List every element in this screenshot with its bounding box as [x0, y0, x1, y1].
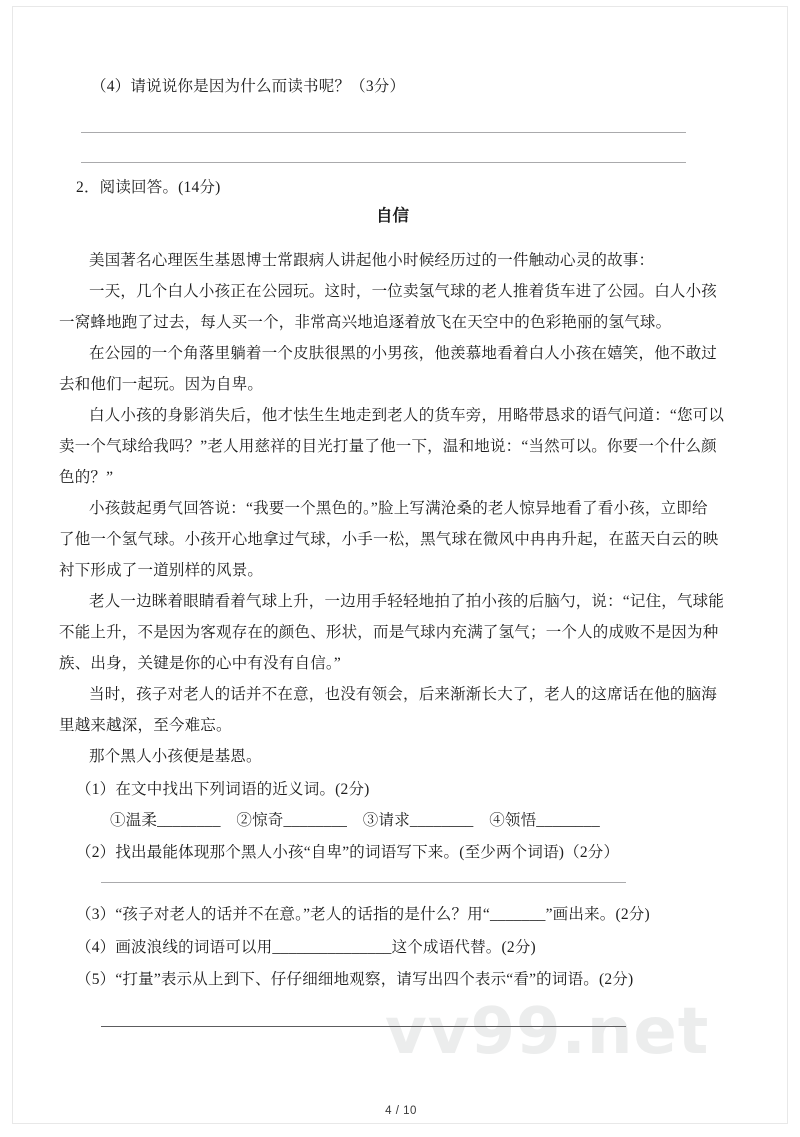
page-content — [13, 7, 787, 1123]
reading-title: 自信 — [376, 206, 409, 225]
passage-line: 去和他们一起玩。因为自卑。 — [59, 376, 264, 393]
passage-line: 美国著名心理医生基恩博士常跟病人讲起他小时候经历过的一件触动心灵的故事： — [89, 252, 655, 269]
passage-line: 一窝蜂地跑了过去，每人买一个，非常高兴地追逐着放飞在天空中的色彩艳丽的氢气球。 — [59, 314, 672, 331]
answer-rule — [81, 162, 686, 163]
passage-line: 小孩鼓起勇气回答说：“我要一个黑色的。”脸上写满沧桑的老人惊异地看了看小孩，立即给 — [89, 500, 708, 517]
passage-line: 那个黑人小孩便是基恩。 — [89, 748, 262, 765]
passage-line: 里越来越深，至今难忘。 — [59, 717, 232, 734]
sub-question-2: （2）找出最能体现那个黑人小孩“自卑”的词语写下来。(至少两个词语)（2分） — [76, 844, 620, 861]
passage-line: 族、出身，关键是你的心中有没有自信。” — [59, 655, 341, 672]
watermark: vv99.net — [385, 995, 710, 1069]
sub-question-5: （5）“打量”表示从上到下、仔仔细细地观察，请写出四个表示“看”的词语。(2分) — [76, 971, 634, 988]
answer-rule — [81, 132, 686, 133]
passage-line: 老人一边眯着眼睛看着气球上升，一边用手轻轻地拍了拍小孩的后脑勺，说：“记住，气球能 — [89, 593, 725, 610]
answer-rule — [101, 1026, 626, 1027]
passage-line: 色的？” — [59, 469, 114, 486]
answer-rule — [101, 882, 626, 883]
passage-line: 衬下形成了一道别样的风景。 — [59, 562, 264, 579]
question-4-prompt: （4）请说说你是因为什么而读书呢？（3分） — [91, 78, 406, 95]
passage-line: 白人小孩的身影消失后，他才怯生生地走到老人的货车旁，用略带恳求的语气问道：“您可以 — [89, 407, 725, 424]
passage-line: 在公园的一个角落里躺着一个皮肤很黑的小男孩，他羡慕地看着白人小孩在嬉笑，他不敢过 — [89, 345, 718, 362]
passage-line: 不能上升，不是因为客观存在的颜色、形状，而是气球内充满了氢气；一个人的成败不是因为种 — [59, 624, 719, 641]
synonym-blanks[interactable]: ①温柔________ ②惊奇________ ③请求________ ④领悟________ — [110, 812, 600, 829]
passage-line: 当时，孩子对老人的话并不在意，也没有领会，后来渐渐长大了，老人的这席话在他的脑海 — [89, 686, 718, 703]
passage-line: 卖一个气球给我吗？”老人用慈祥的目光打量了他一下，温和地说：“当然可以。你要一个什么颜 — [59, 438, 717, 455]
sub-question-3: （3）“孩子对老人的话并不在意。”老人的话指的是什么？用“_______”画出来。(2分) — [76, 906, 650, 923]
sub-question-1: （1）在文中找出下列词语的近义词。(2分) — [76, 781, 370, 798]
sub-question-4: （4）画波浪线的词语可以用_______________这个成语代替。(2分) — [76, 939, 536, 956]
passage-line: 一天，几个白人小孩正在公园玩。这时，一位卖氢气球的老人推着货车进了公园。白人小孩 — [89, 283, 718, 300]
document-page — [12, 6, 788, 1124]
passage-line: 了他一个氢气球。小孩开心地拿过气球，小手一松，黑气球在微风中冉冉升起，在蓝天白云的映 — [59, 531, 719, 548]
question-2-prompt: 2．阅读回答。(14分) — [76, 179, 221, 196]
page-number: 4 / 10 — [385, 1105, 417, 1117]
